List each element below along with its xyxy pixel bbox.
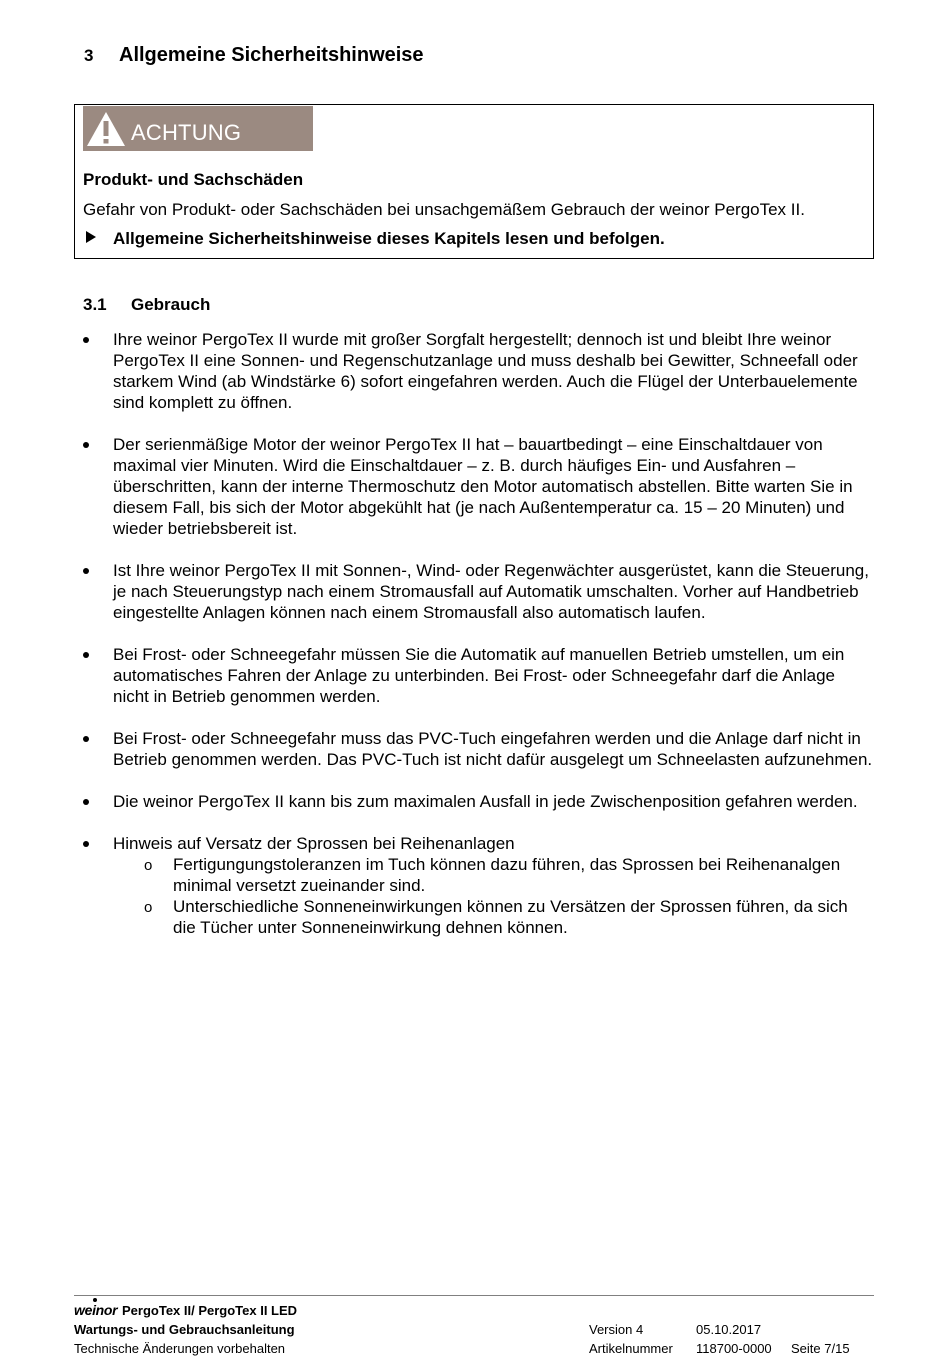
weinor-logo: weinor: [74, 1302, 118, 1318]
list-item-text: Die weinor PergoTex II kann bis zum maximalen Ausfall in jede Zwischenposition gefahren werden.: [113, 792, 858, 811]
list-item: [83, 644, 873, 707]
warning-action: [86, 229, 665, 249]
bullet-icon: [83, 568, 89, 574]
footer-divider: [74, 1295, 874, 1296]
list-item: [83, 560, 873, 623]
footer-note: Technische Änderungen vorbehalten: [74, 1341, 286, 1356]
list-item: [83, 833, 873, 938]
warning-triangle-icon: [85, 110, 127, 148]
bullet-list: [83, 329, 873, 959]
warning-heading: Produkt- und Sachschäden: [83, 170, 304, 189]
footer-article-label: Artikelnummer: [589, 1341, 673, 1356]
warning-label: ACHTUNG: [131, 120, 242, 145]
subsection-number: 3.1: [83, 295, 107, 314]
footer-product: PergoTex II/ PergoTex II LED: [122, 1303, 298, 1318]
section-number: 3: [84, 46, 94, 65]
section-title: Allgemeine Sicherheitshinweise: [119, 44, 424, 66]
sub-list-item-text: Unterschiedliche Sonneneinwirkungen können zu Versätzen der Sprossen führen, da sich die Tücher unter Sonneneinwirkung dehnen können.: [173, 897, 848, 937]
bullet-icon: [83, 442, 89, 448]
circle-bullet-icon: o: [144, 899, 153, 916]
list-item: [83, 728, 873, 770]
footer-article-number: 118700-0000: [696, 1341, 772, 1356]
list-item-text: Hinweis auf Versatz der Sprossen bei Reihenanlagen: [113, 834, 515, 853]
footer-date: 05.10.2017: [696, 1322, 762, 1337]
bullet-icon: [83, 799, 89, 805]
sub-bullet-list: [113, 854, 873, 938]
warning-action-text: Allgemeine Sicherheitshinweise dieses Kapitels lesen und befolgen.: [113, 229, 665, 248]
warning-badge: [83, 106, 313, 151]
list-item: [83, 434, 873, 539]
sub-list-item: [113, 896, 873, 938]
subsection-title: Gebrauch: [131, 295, 211, 314]
logo-dot-icon: [93, 1298, 97, 1302]
list-item: [83, 791, 873, 812]
list-item-text: Der serienmäßige Motor der weinor PergoTex II hat – bauartbedingt – eine Einschaltdauer von maximal vier Minuten. Wird die Einschaltdauer – z. B. durch häufiges Ein- und Ausfahren – überschritten, kann der interne Thermoschutz den Motor automatisch abstellen. Bitte warten Sie in diesem Fall, bis sich der Motor abgekühlt hat (je nach Außentemperatur ca. 15 – 20 Minuten) und wieder betriebsbereit ist.: [113, 435, 853, 538]
list-item-text: Bei Frost- oder Schneegefahr muss das PVC-Tuch eingefahren werden und die Anlage darf nicht in Betrieb genommen werden. Das PVC-Tuch ist nicht dafür ausgelegt um Schneelasten aufzunehmen.: [113, 729, 873, 769]
list-item-text: Ist Ihre weinor PergoTex II mit Sonnen-, Wind- oder Regenwächter ausgerüstet, kann die Steuerung, je nach Steuerungstyp nach einem Stromausfall auf Automatik umschalten. Vorher auf Handbetrieb eingestellte Anlagen können nach einem Stromausfall also automatisch laufen.: [113, 561, 869, 622]
warning-text: Gefahr von Produkt- oder Sachschäden bei unsachgemäßem Gebrauch der weinor PergoTex II.: [83, 200, 805, 219]
bullet-icon: [83, 337, 89, 343]
bullet-icon: [83, 841, 89, 847]
footer-page-number: Seite 7/15: [791, 1341, 850, 1356]
footer-doc-type: Wartungs- und Gebrauchsanleitung: [74, 1322, 295, 1337]
list-item-text: Bei Frost- oder Schneegefahr müssen Sie die Automatik auf manuellen Betrieb umstellen, um ein automatisches Fahren der Anlage zu unterbinden. Bei Frost- oder Schneegefahr darf die Anlage nicht in Betrieb genommen werden.: [113, 645, 845, 706]
sub-list-item: [113, 854, 873, 896]
list-item-text: Ihre weinor PergoTex II wurde mit großer Sorgfalt hergestellt; dennoch ist und bleibt Ihre weinor PergoTex II eine Sonnen- und Regenschutzanlage und muss deshalb bei Gewitter, Schneefall oder starkem Wind (ab Windstärke 6) sofort eingefahren werden. Auch die Flügel der Unterbauelemente sind komplett zu öffnen.: [113, 330, 858, 412]
footer-version: Version 4: [589, 1322, 644, 1337]
arrow-right-icon: [86, 231, 96, 243]
bullet-icon: [83, 652, 89, 658]
list-item: [83, 329, 873, 413]
sub-list-item-text: Fertigungungstoleranzen im Tuch können dazu führen, das Sprossen bei Reihenanalgen minimal versetzt zueinander sind.: [173, 855, 841, 895]
circle-bullet-icon: o: [144, 857, 153, 874]
bullet-icon: [83, 736, 89, 742]
